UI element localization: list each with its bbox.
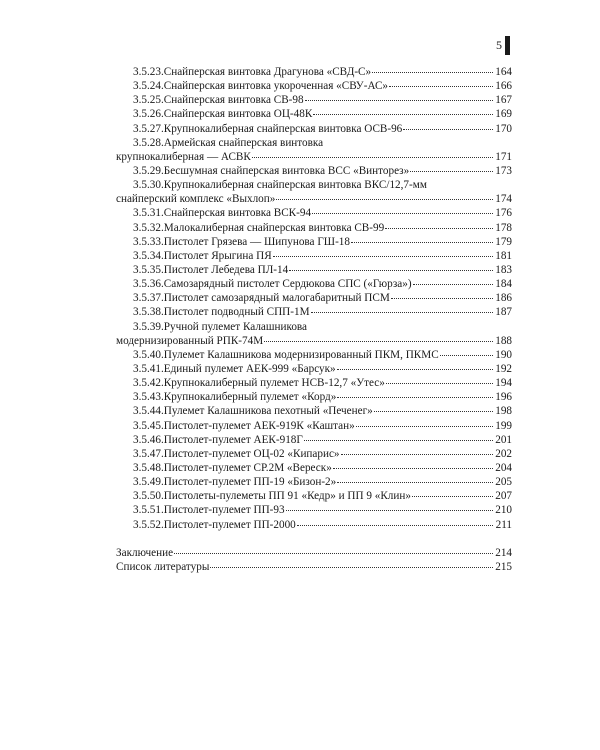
toc-entry[interactable]: [116, 107, 512, 121]
toc-entry-title: Пистолет-пулемет АЕК-919К «Каштан»: [163, 419, 355, 432]
toc-entry-continuation[interactable]: [116, 192, 512, 206]
toc-leader-dots: [374, 411, 493, 412]
toc-entry[interactable]: [116, 503, 512, 517]
toc-entry-page: 176: [495, 207, 512, 220]
toc-entry-title: Снайперская винтовка Драгунова «СВД-С»: [163, 66, 372, 78]
toc-entry-page: 186: [495, 292, 512, 305]
toc-entry[interactable]: [116, 122, 512, 136]
toc-entry[interactable]: [116, 489, 512, 503]
toc-section-page: 215: [495, 560, 512, 573]
toc-leader-dots: [174, 553, 493, 554]
toc-entry-title: Пистолет-пулемет АЕК-918Г: [163, 433, 303, 446]
toc-leader-dots: [286, 510, 493, 511]
toc-entry[interactable]: [116, 178, 512, 192]
toc-entry[interactable]: [116, 305, 512, 319]
toc-section-entry[interactable]: [116, 560, 512, 574]
toc-entry-number: 3.5.45.: [133, 419, 164, 432]
toc-entry-number: 3.5.40.: [133, 348, 164, 361]
toc-entry-page: 192: [495, 362, 512, 375]
toc-leader-dots: [337, 482, 493, 483]
toc-entry-page: 194: [495, 377, 512, 390]
toc-leader-dots: [210, 567, 493, 568]
toc-entry-number: 3.5.51.: [133, 504, 164, 517]
toc-entry-page: 174: [495, 193, 512, 206]
toc-entry-title: Крупнокалиберная снайперская винтовка ВКС/12,7-мм: [163, 179, 427, 192]
toc-entry[interactable]: [116, 277, 512, 291]
toc-entry-title: Пистолет Лебедева ПЛ-14: [163, 263, 289, 276]
toc-entry-number: 3.5.24.: [133, 80, 164, 93]
toc-leader-dots: [333, 468, 493, 469]
toc-leader-dots: [276, 199, 493, 200]
toc-entry-title: Пулемет Калашникова модернизированный ПКМ, ПКМС: [163, 348, 439, 361]
toc-entry-title: Пистолеты-пулеметы ПП 91 «Кедр» и ПП 9 «Клин»: [163, 490, 411, 503]
toc-leader-dots: [386, 383, 493, 384]
toc-entry-title: Снайперская винтовка укороченная «СВУ-АС»: [163, 80, 389, 93]
toc-entry-number: 3.5.34.: [133, 249, 164, 262]
toc-entry[interactable]: [116, 291, 512, 305]
toc-entry-title: Снайперская винтовка СВ-98: [163, 94, 304, 107]
toc-leader-dots: [351, 242, 493, 243]
toc-entry-number: 3.5.27.: [133, 122, 164, 135]
toc-leader-dots: [273, 256, 493, 257]
toc-entry-page: 199: [495, 419, 512, 432]
toc-entry-number: 3.5.31.: [133, 207, 164, 220]
toc-entry-page: 204: [495, 461, 512, 474]
toc-entry-page: 210: [495, 504, 512, 517]
toc-leader-dots: [385, 228, 493, 229]
toc-entry-page: 198: [495, 405, 512, 418]
toc-entry-page: 178: [495, 221, 512, 234]
toc-entry-number: 3.5.23.: [133, 66, 164, 78]
toc-entry-title: Пистолет подводный СПП-1М: [163, 306, 310, 319]
page-number-bar: [505, 36, 510, 55]
toc-entry-number: 3.5.36.: [133, 278, 164, 291]
toc-entry-number: 3.5.25.: [133, 94, 164, 107]
toc-entry-continuation[interactable]: [116, 150, 512, 164]
toc-leader-dots: [413, 284, 493, 285]
toc-entry[interactable]: [116, 235, 512, 249]
toc-leader-dots: [403, 129, 493, 130]
toc-entry-page: 171: [495, 150, 512, 163]
toc-entry-number: 3.5.30.: [133, 179, 164, 192]
toc-entry[interactable]: [116, 419, 512, 433]
toc-leader-dots: [252, 157, 493, 158]
toc-entry-title: Ручной пулемет Калашникова: [163, 320, 308, 333]
toc-leader-dots: [440, 355, 493, 356]
toc-entry-title: Пистолет Ярыгина ПЯ: [163, 249, 272, 262]
toc-leader-dots: [391, 298, 493, 299]
toc-leader-dots: [389, 86, 493, 87]
toc-entry-title: Снайперская винтовка ВСК-94: [163, 207, 312, 220]
toc-entry-number: 3.5.42.: [133, 377, 164, 390]
toc-leader-dots: [337, 369, 493, 370]
toc-entry-title-cont: снайперский комплекс «Выхлоп»: [116, 193, 276, 206]
toc-entry-continuation[interactable]: [116, 334, 512, 348]
toc-entry-number: 3.5.29.: [133, 164, 164, 177]
toc-entry-number: 3.5.39.: [133, 320, 164, 333]
toc-entry-title: Пистолет-пулемет ПП-19 «Бизон-2»: [163, 476, 337, 489]
toc-entry-number: 3.5.32.: [133, 221, 164, 234]
toc-entry-page: 170: [495, 122, 512, 135]
toc-leader-dots: [297, 525, 493, 526]
toc-entry-title: Армейская снайперская винтовка: [163, 136, 324, 149]
toc-section-page: 214: [495, 546, 512, 559]
toc-entry-number: 3.5.49.: [133, 476, 164, 489]
toc-gap: [116, 532, 512, 546]
toc-entry-number: 3.5.26.: [133, 108, 164, 121]
toc-entry[interactable]: [116, 475, 512, 489]
toc-entry-number: 3.5.47.: [133, 447, 164, 460]
toc-entry-number: 3.5.33.: [133, 235, 164, 248]
toc-entry[interactable]: [116, 376, 512, 390]
toc-entry-title: Крупнокалиберный пулемет НСВ-12,7 «Утес»: [163, 377, 385, 390]
toc-entry[interactable]: [116, 390, 512, 404]
toc-entry-title: Пистолет Грязева — Шипунова ГШ-18: [163, 235, 350, 248]
toc-entry-page: 201: [495, 433, 512, 446]
toc-entry-page: 188: [495, 334, 512, 347]
toc-entry-title: Пистолет-пулемет ПП-93: [163, 504, 285, 517]
toc-entry-title-cont: модернизированный РПК-74М: [116, 334, 264, 347]
toc-leader-dots: [313, 114, 493, 115]
toc-entry[interactable]: [116, 447, 512, 461]
toc-entry[interactable]: [116, 461, 512, 475]
toc-entry-number: 3.5.35.: [133, 263, 164, 276]
toc-entry[interactable]: [116, 93, 512, 107]
toc-entry-number: 3.5.37.: [133, 292, 164, 305]
toc-leader-dots: [412, 496, 493, 497]
toc-entry-page: 196: [495, 391, 512, 404]
toc-leader-dots: [341, 454, 493, 455]
toc-entry-page: 179: [495, 235, 512, 248]
toc-entry-title: Пистолет-пулемет ПП-2000: [163, 518, 296, 531]
toc-entry-title: Малокалиберная снайперская винтовка СВ-99: [163, 221, 385, 234]
toc-entry-page: 187: [495, 306, 512, 319]
toc-entry[interactable]: [116, 433, 512, 447]
toc-leader-dots: [305, 100, 493, 101]
toc-entry[interactable]: [116, 79, 512, 93]
toc-entry-number: 3.5.43.: [133, 391, 164, 404]
toc-leader-dots: [311, 312, 493, 313]
toc-entry-title: Пистолет самозарядный малогабаритный ПСМ: [163, 292, 390, 305]
toc-entry[interactable]: [116, 404, 512, 418]
toc-entry-title: Пистолет-пулемет ОЦ-02 «Кипарис»: [163, 447, 340, 460]
page-number: 5: [496, 38, 502, 52]
toc-entry[interactable]: [116, 65, 512, 79]
toc-leader-dots: [337, 397, 493, 398]
toc-entry-number: 3.5.44.: [133, 405, 164, 418]
toc-leader-dots: [356, 426, 493, 427]
table-of-contents: [116, 65, 512, 574]
toc-entry[interactable]: [116, 348, 512, 362]
toc-entry-title: Крупнокалиберная снайперская винтовка ОСВ-96: [163, 122, 403, 135]
toc-entry-page: 207: [495, 490, 512, 503]
toc-section-title: Список литературы: [116, 560, 210, 573]
toc-entry[interactable]: [116, 263, 512, 277]
toc-leader-dots: [304, 440, 493, 441]
toc-entry-page: 166: [495, 80, 512, 93]
toc-entry[interactable]: [116, 164, 512, 178]
toc-entry[interactable]: [116, 221, 512, 235]
toc-entry-title: Пистолет-пулемет СР.2М «Вереск»: [163, 461, 332, 474]
toc-entry-title: Единый пулемет АЕК-999 «Барсук»: [163, 362, 336, 375]
toc-entry-title: Бесшумная снайперская винтовка ВСС «Винторез»: [163, 164, 410, 177]
toc-entry-page: 164: [495, 66, 512, 78]
toc-entry-page: 211: [495, 518, 512, 531]
toc-section-entry[interactable]: [116, 546, 512, 560]
toc-entry-number: 3.5.38.: [133, 306, 164, 319]
toc-entry[interactable]: [116, 249, 512, 263]
toc-leader-dots: [289, 270, 493, 271]
toc-entry-page: 169: [495, 108, 512, 121]
toc-entry[interactable]: [116, 206, 512, 220]
toc-entry-number: 3.5.48.: [133, 461, 164, 474]
toc-entry-page: 181: [495, 249, 512, 262]
toc-entry-title: Пулемет Калашникова пехотный «Печенег»: [163, 405, 373, 418]
toc-leader-dots: [264, 341, 493, 342]
toc-entry-title: Крупнокалиберный пулемет «Корд»: [163, 391, 337, 404]
toc-leader-dots: [372, 72, 493, 73]
toc-entry-number: 3.5.41.: [133, 362, 164, 375]
toc-entry-page: 190: [495, 348, 512, 361]
toc-entry-page: 183: [495, 263, 512, 276]
toc-entry-page: 202: [495, 447, 512, 460]
toc-entry-number: 3.5.50.: [133, 490, 164, 503]
toc-entry[interactable]: [116, 320, 512, 334]
toc-entry-number: 3.5.52.: [133, 518, 164, 531]
toc-section-title: Заключение: [116, 546, 174, 559]
toc-entry-page: 184: [495, 278, 512, 291]
toc-leader-dots: [312, 213, 493, 214]
toc-entry-title: Самозарядный пистолет Сердюкова СПС («Гюрза»): [163, 278, 412, 291]
toc-entry-title-cont: крупнокалиберная — АСВК: [116, 150, 251, 163]
toc-entry-number: 3.5.46.: [133, 433, 164, 446]
toc-entry[interactable]: [116, 362, 512, 376]
toc-entry-page: 167: [495, 94, 512, 107]
toc-entry[interactable]: [116, 518, 512, 532]
toc-entry-title: Снайперская винтовка ОЦ-48К: [163, 108, 313, 121]
toc-entry-page: 205: [495, 476, 512, 489]
toc-entry[interactable]: [116, 136, 512, 150]
toc-leader-dots: [410, 171, 493, 172]
toc-entry-page: 173: [495, 164, 512, 177]
toc-entry-number: 3.5.28.: [133, 136, 164, 149]
